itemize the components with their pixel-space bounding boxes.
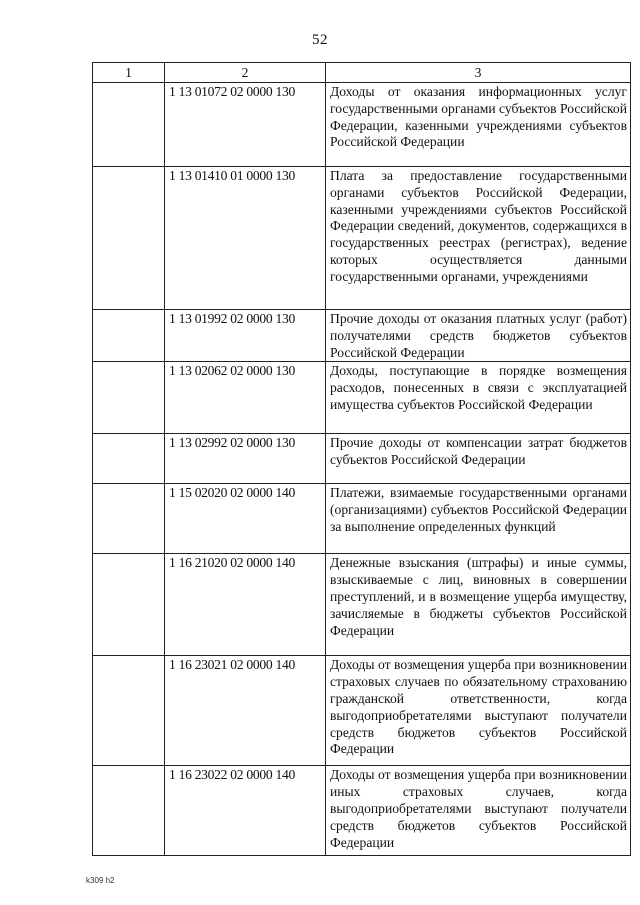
income-description-cell: Доходы, поступающие в порядке возмещения расходов, понесенных в связи с эксплуатацией имущества субъектов Российской Федерации [326, 362, 631, 434]
table-row [93, 766, 631, 856]
income-description-cell: Доходы от оказания информационных услуг государственными органами субъектов Российской Федерации, казенными учреждениями субъектов Российской Федерации [326, 83, 631, 167]
income-description-cell: Прочие доходы от оказания платных услуг (работ) получателями средств бюджетов субъектов Российской Федерации [326, 310, 631, 362]
row-col1-cell [93, 656, 165, 766]
row-col1-cell [93, 484, 165, 554]
row-col1-cell [93, 83, 165, 167]
table-row [93, 484, 631, 554]
column-header-1: 1 [93, 63, 165, 83]
income-codes-table [92, 62, 631, 856]
row-col1-cell [93, 310, 165, 362]
table-row [93, 167, 631, 310]
income-description-cell: Прочие доходы от компенсации затрат бюджетов субъектов Российской Федерации [326, 434, 631, 484]
table-row [93, 310, 631, 362]
document-footer-code: k309 h2 [86, 876, 115, 885]
table-row [93, 554, 631, 656]
budget-code-cell: 1 13 01992 02 0000 130 [165, 310, 326, 362]
row-col1-cell [93, 167, 165, 310]
row-col1-cell [93, 434, 165, 484]
budget-code-cell: 1 15 02020 02 0000 140 [165, 484, 326, 554]
table-row [93, 656, 631, 766]
income-description-cell: Доходы от возмещения ущерба при возникновении страховых случаев по обязательному страхованию гражданской ответственности, когда выгодоприобретателями выступают получатели средств бюджетов субъектов Российской Федерации [326, 656, 631, 766]
table-row [93, 83, 631, 167]
column-header-2: 2 [165, 63, 326, 83]
budget-code-cell: 1 13 01072 02 0000 130 [165, 83, 326, 167]
income-description-cell: Денежные взыскания (штрафы) и иные суммы, взыскиваемые с лиц, виновных в совершении преступлений, и в возмещение ущерба имуществу, зачисляемые в бюджеты субъектов Российской Федерации [326, 554, 631, 656]
row-col1-cell [93, 766, 165, 856]
budget-code-cell: 1 13 02992 02 0000 130 [165, 434, 326, 484]
income-description-cell: Платежи, взимаемые государственными органами (организациями) субъектов Российской Федерации за выполнение определенных функций [326, 484, 631, 554]
budget-code-cell: 1 16 23021 02 0000 140 [165, 656, 326, 766]
table-header-row [93, 63, 631, 83]
budget-code-cell: 1 16 23022 02 0000 140 [165, 766, 326, 856]
budget-code-cell: 1 13 01410 01 0000 130 [165, 167, 326, 310]
row-col1-cell [93, 362, 165, 434]
table-row [93, 434, 631, 484]
table-row [93, 362, 631, 434]
budget-code-cell: 1 16 21020 02 0000 140 [165, 554, 326, 656]
column-header-3: 3 [326, 63, 631, 83]
budget-code-cell: 1 13 02062 02 0000 130 [165, 362, 326, 434]
page-number: 52 [312, 32, 328, 48]
row-col1-cell [93, 554, 165, 656]
income-description-cell: Плата за предоставление государственными органами субъектов Российской Федерации, казенными учреждениями субъектов Российской Федерации сведений, документов, содержащихся в государственных реестрах (регистрах), ведение которых осуществляется данными государственными органами, учреждениями [326, 167, 631, 310]
income-description-cell: Доходы от возмещения ущерба при возникновении иных страховых случаев, когда выгодоприобретателями выступают получатели средств бюджетов субъектов Российской Федерации [326, 766, 631, 856]
